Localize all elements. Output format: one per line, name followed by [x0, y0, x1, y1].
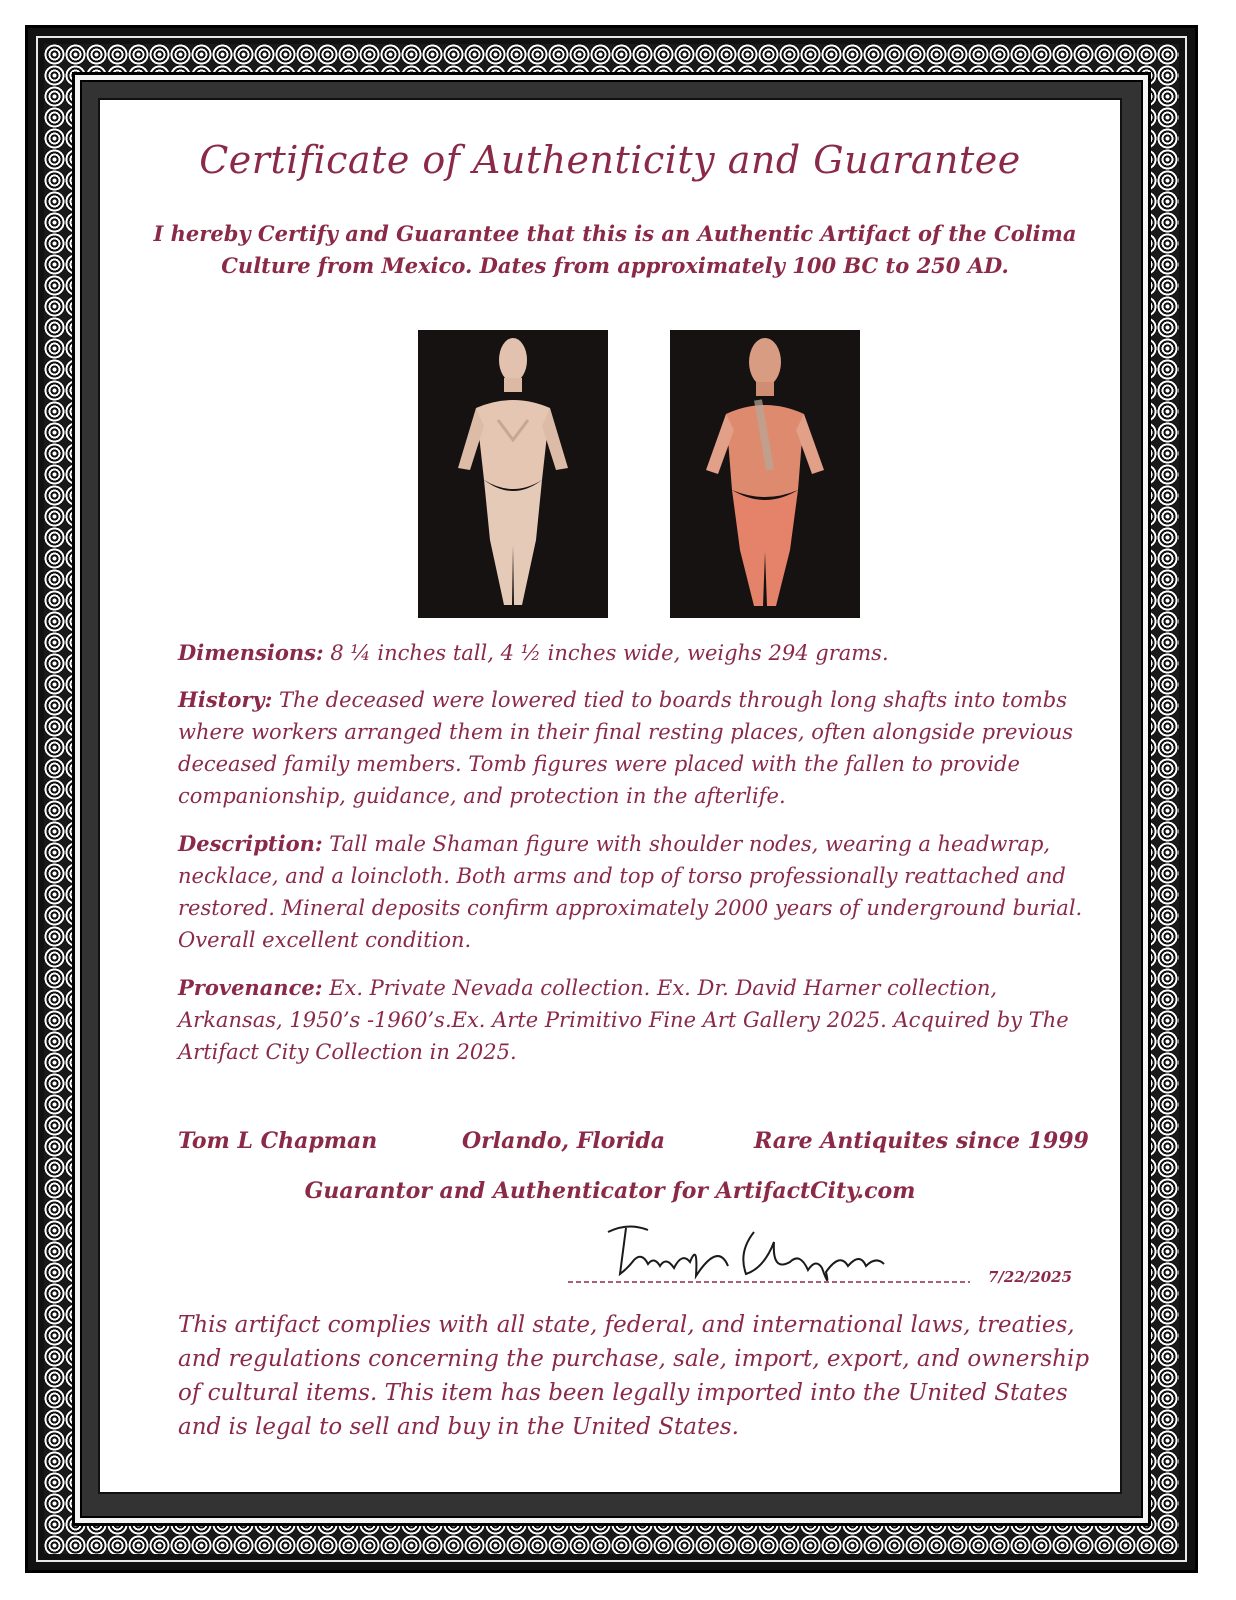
signer-location: Orlando, Florida [462, 1128, 665, 1154]
signature-date: 7/22/2025 [988, 1268, 1073, 1286]
certificate-title: Certificate of Authenticity and Guarantee [199, 138, 1021, 182]
artifact-photo-back [670, 330, 860, 618]
dimensions-paragraph [178, 637, 1098, 669]
guarantor-line: Guarantor and Authenticator for ArtifactCity.com [304, 1178, 916, 1204]
compliance-statement: This artifact complies with all state, federal, and international laws, treaties, and regulations concerning the purchase, sale, import, export, and ownership of cultural items. This item has been legally imported into the United States and is legal to sell and buy in the United States. [178, 1312, 1090, 1440]
certificate-intro: I hereby Certify and Guarantee that this is an Authentic Artifact of the Colima Culture from Mexico. Dates from approximately 100 BC to 250 AD. [153, 221, 1077, 278]
provenance-label: Provenance: [178, 975, 323, 1000]
description-paragraph [178, 828, 1098, 956]
description-text: Tall male Shaman figure with shoulder nodes, wearing a headwrap, necklace, and a loincloth. Both arms and top of torso professionally reattached and restored. Mineral deposits confirm approximately 2000 years of underground burial. Overall excellent condition. [178, 832, 1083, 952]
history-paragraph [178, 684, 1098, 812]
certificate-frame [25, 25, 1198, 1573]
history-text: The deceased were lowered tied to boards through long shafts into tombs where workers arranged them in their final resting places, often alongside previous deceased family members. Tomb figures were placed with the fallen to provide companionship, guidance, and protection in the afterlife. [178, 688, 1074, 808]
certificate-body [98, 98, 1122, 1494]
signature-graphic [568, 1212, 970, 1292]
description-label: Description: [178, 831, 323, 856]
provenance-paragraph [178, 972, 1098, 1068]
signer-name: Tom L Chapman [178, 1128, 378, 1154]
provenance-text: Ex. Private Nevada collection. Ex. Dr. David Harner collection, Arkansas, 1950’s -1960’s.Ex. Arte Primitivo Fine Art Gallery 2025. Acquired by The Artifact City Collection in 2025. [178, 976, 1069, 1064]
dimensions-text: 8 ¼ inches tall, 4 ½ inches wide, weighs 294 grams. [323, 641, 889, 665]
history-label: History: [178, 687, 273, 712]
figure-front-image [418, 330, 608, 618]
figure-back-image [670, 330, 860, 618]
artifact-photo-front [418, 330, 608, 618]
dimensions-label: Dimensions: [178, 640, 324, 665]
business-since: Rare Antiquites since 1999 [754, 1128, 1089, 1154]
